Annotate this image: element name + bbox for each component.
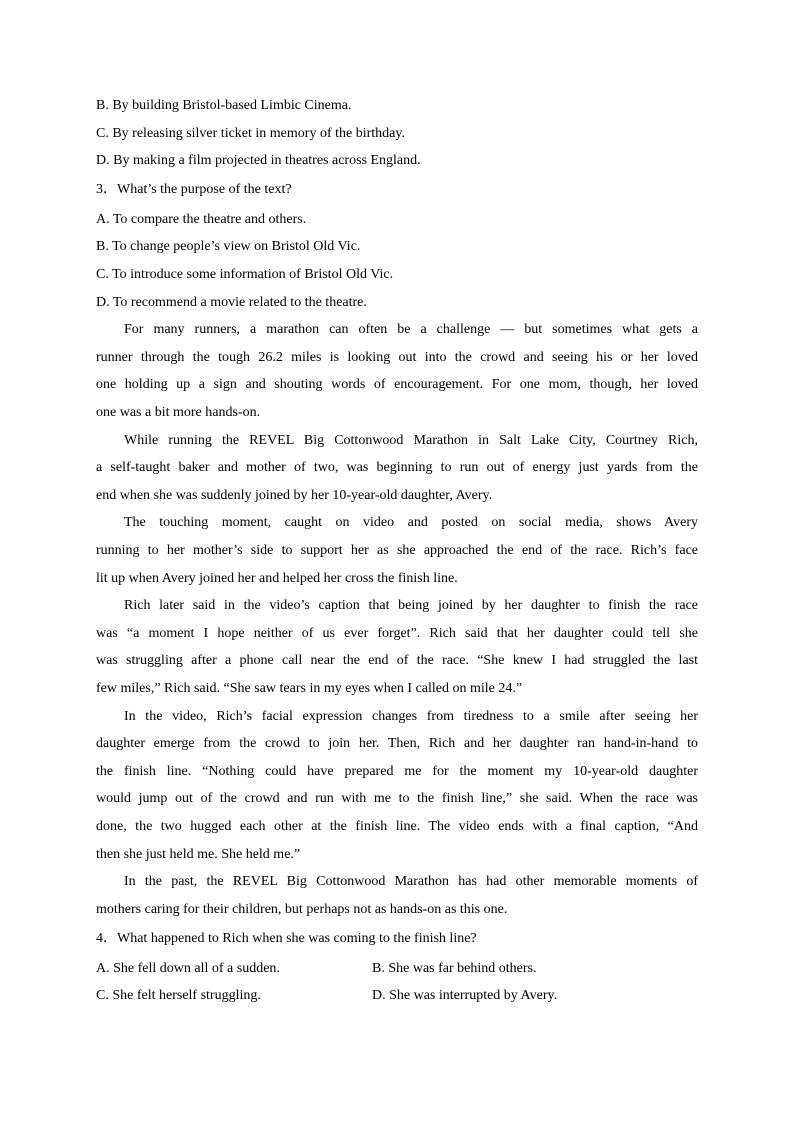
q3-option-a: A. To compare the theatre and others. — [96, 212, 307, 227]
q4-option-c: C. She felt herself struggling. — [96, 988, 261, 1003]
passage-line: While running the REVEL Big Cottonwood Marathon in Salt Lake City, Courtney Rich, — [124, 433, 698, 448]
passage-line: In the past, the REVEL Big Cottonwood Marathon has had other memorable moments of — [124, 874, 698, 889]
q4-option-d: D. She was interrupted by Avery. — [372, 988, 558, 1003]
passage-line: In the video, Rich’s facial expression changes from tiredness to a smile after seeing her — [124, 709, 698, 724]
q3-option-d: D. To recommend a movie related to the theatre. — [96, 295, 367, 310]
passage-line: the finish line. “Nothing could have prepared me for the moment my 10-year-old daughter — [96, 764, 698, 779]
passage-line: one was a bit more hands-on. — [96, 405, 261, 420]
passage-line: one holding up a sign and shouting words of encouragement. For one mom, though, her loved — [96, 377, 698, 392]
passage-line: then she just held me. She held me.” — [96, 847, 301, 862]
q4-question: 4．What happened to Rich when she was coming to the finish line? — [96, 931, 477, 946]
passage-line: daughter emerge from the crowd to join her. Then, Rich and her daughter ran hand-in-hand to — [96, 736, 698, 751]
passage-line: was struggling after a phone call near the end of the race. “She knew I had struggled the last — [96, 653, 698, 668]
q3-option-b: B. To change people’s view on Bristol Old Vic. — [96, 239, 361, 254]
q3-option-c: C. To introduce some information of Bristol Old Vic. — [96, 267, 394, 282]
q2-option-c: C. By releasing silver ticket in memory of the birthday. — [96, 126, 405, 141]
passage-line: end when she was suddenly joined by her 10-year-old daughter, Avery. — [96, 488, 493, 503]
passage-line: few miles,” Rich said. “She saw tears in my eyes when I called on mile 24.” — [96, 681, 523, 696]
q4-option-a: A. She fell down all of a sudden. — [96, 961, 280, 976]
q3-question: 3．What’s the purpose of the text? — [96, 182, 292, 197]
q4-option-b: B. She was far behind others. — [372, 961, 537, 976]
passage-line: mothers caring for their children, but perhaps not as hands-on as this one. — [96, 902, 508, 917]
passage-line: would jump out of the crowd and run with me to the finish line,” she said. When the race was — [96, 791, 698, 806]
passage-line: running to her mother’s side to support her as she approached the end of the race. Rich’s face — [96, 543, 698, 558]
passage-line: done, the two hugged each other at the finish line. The video ends with a final caption, “And — [96, 819, 698, 834]
passage-line: Rich later said in the video’s caption that being joined by her daughter to finish the race — [124, 598, 698, 613]
passage-line: was “a moment I hope neither of us ever forget”. Rich said that her daughter could tell she — [96, 626, 698, 641]
passage-line: For many runners, a marathon can often be a challenge — but sometimes what gets a — [124, 322, 698, 337]
q2-option-b: B. By building Bristol-based Limbic Cinema. — [96, 98, 352, 113]
passage-line: lit up when Avery joined her and helped her cross the finish line. — [96, 571, 458, 586]
passage-line: a self-taught baker and mother of two, was beginning to run out of energy just yards from the — [96, 460, 698, 475]
passage-line: runner through the tough 26.2 miles is looking out into the crowd and seeing his or her loved — [96, 350, 698, 365]
q2-option-d: D. By making a film projected in theatres across England. — [96, 153, 421, 168]
passage-line: The touching moment, caught on video and posted on social media, shows Avery — [124, 515, 698, 530]
